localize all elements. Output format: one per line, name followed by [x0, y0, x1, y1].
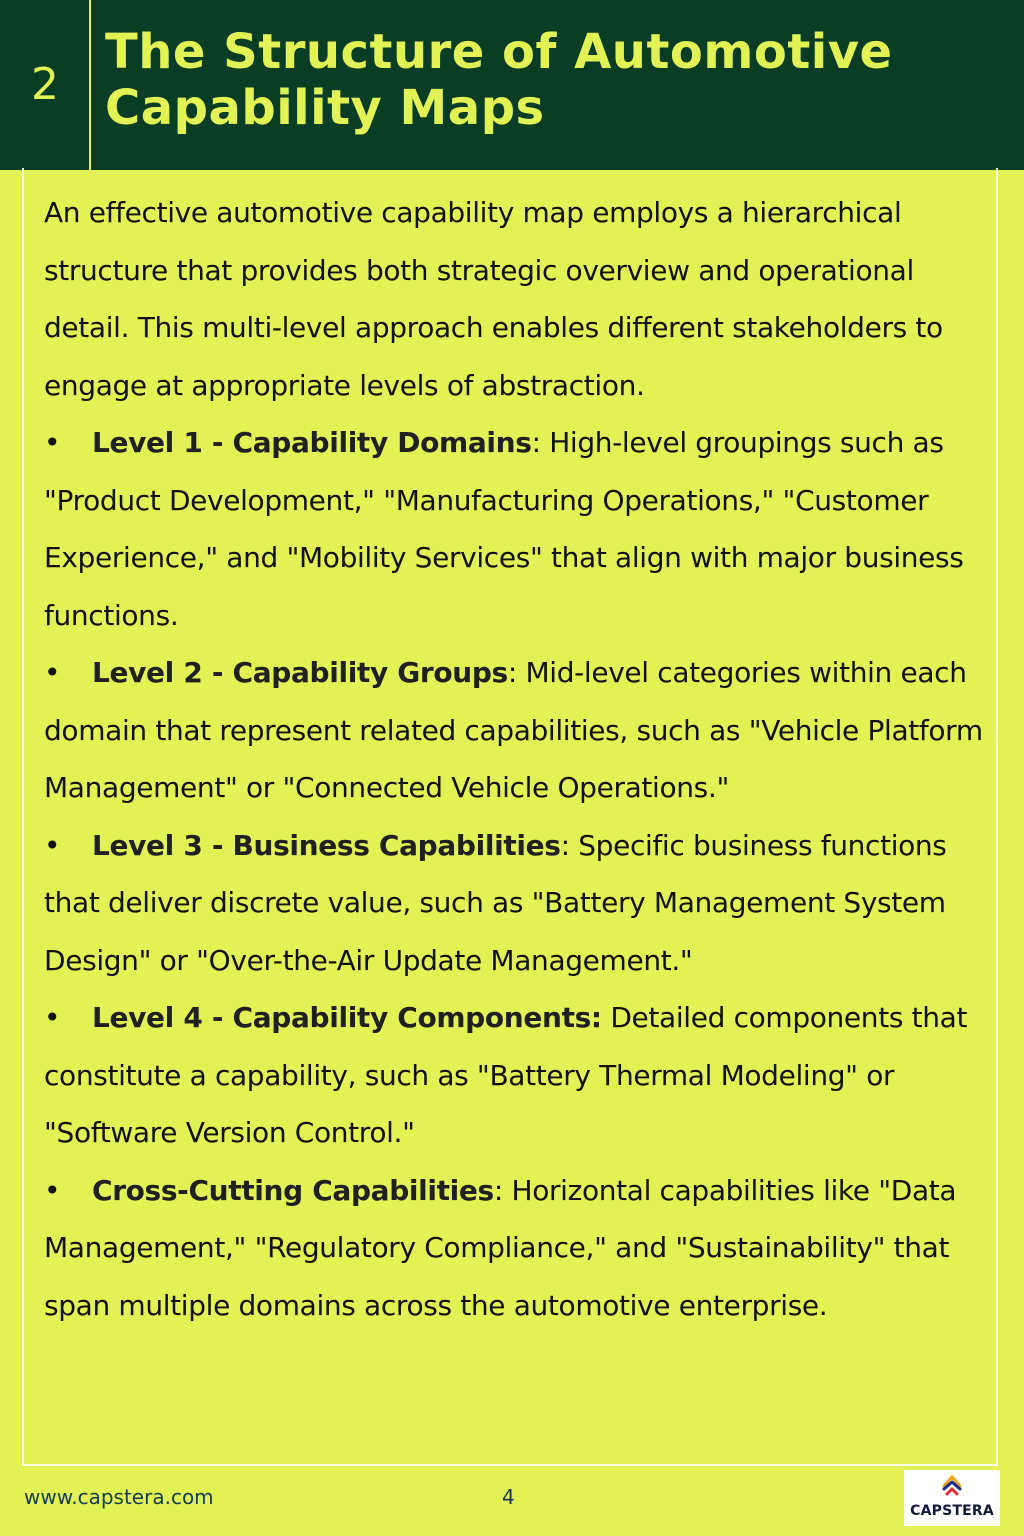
header-divider: [89, 0, 91, 170]
page-title: The Structure of Automotive Capability Maps: [105, 24, 893, 136]
bullet-description: Horizontal capabilities like "Data Management," "Regulatory Compliance," and "Sustainability" that span multiple domains across the automotive enterprise.: [44, 1173, 957, 1322]
bullet-item-level-1: [44, 414, 984, 644]
bullet-description: Mid-level categories within each domain that represent related capabilities, such as "Vehicle Platform Management" or "Connected Vehicle Operations.": [44, 656, 983, 804]
bullet-separator: :: [531, 426, 550, 459]
bullet-term: Level 1 - Capability Domains: [92, 426, 532, 459]
bullet-description: High-level groupings such as "Product Development," "Manufacturing Operations," "Customer Experience," and "Mobility Services" that align with major business functions.: [44, 426, 964, 632]
logo-wordmark: CAPSTERA: [910, 1503, 994, 1519]
bullet-term: Level 4 - Capability Components:: [92, 1001, 602, 1034]
bullet-marker: •: [44, 426, 61, 459]
website-link[interactable]: www.capstera.com: [24, 1485, 214, 1509]
page-number: 4: [502, 1485, 515, 1509]
bullet-marker: •: [44, 828, 61, 862]
section-number: 2: [31, 59, 59, 110]
content-section: [44, 184, 984, 1334]
bullet-marker: •: [44, 1173, 61, 1207]
bullet-description: Specific business functions that deliver discrete value, such as "Battery Management System Design" or "Over-the-Air Update Management.": [44, 828, 947, 977]
bullet-item-level-2: [44, 644, 984, 817]
page-header: [0, 0, 1024, 170]
intro-paragraph: An effective automotive capability map employs a hierarchical structure that provides both strategic overview and operational detail. This multi-level approach enables different stakeholders to engage at appropriate levels of abstraction.: [44, 196, 943, 402]
bullet-description: Detailed components that constitute a capability, such as "Battery Thermal Modeling" or "Software Version Control.": [44, 1001, 968, 1149]
bullet-separator: :: [493, 1173, 512, 1207]
bullet-item-cross-cutting: [44, 1162, 984, 1335]
bullet-marker: •: [44, 656, 61, 689]
bullet-item-level-4: [44, 989, 984, 1162]
capstera-logo-icon: [940, 1474, 964, 1498]
capstera-logo: [904, 1470, 1000, 1526]
bullet-term: Level 2 - Capability Groups: [92, 656, 508, 689]
bullet-marker: •: [44, 1001, 61, 1034]
bullet-separator: :: [507, 656, 526, 689]
bullet-term: Level 3 - Business Capabilities: [92, 828, 561, 862]
bullet-separator: :: [560, 828, 579, 862]
bullet-term: Cross-Cutting Capabilities: [92, 1173, 494, 1207]
bullet-item-level-3: [44, 817, 984, 990]
